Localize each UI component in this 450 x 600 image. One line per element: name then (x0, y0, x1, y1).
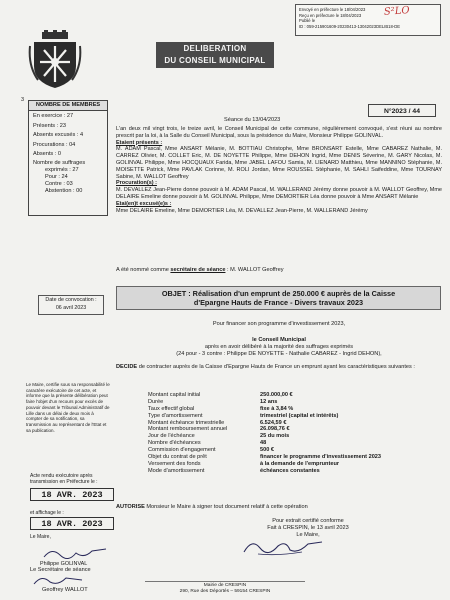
loan-value: à la demande de l'emprunteur (260, 460, 340, 467)
council-line-2: après en avoir délibéré à la majorité des suffrages exprimés (204, 344, 354, 350)
convocation-box (38, 295, 104, 315)
secretaire-line (116, 267, 284, 274)
loan-value: 12 ans (260, 398, 278, 405)
objet-line-2: d'Epargne Hauts de France - Divers travaux 2023 (193, 298, 364, 307)
loan-row (148, 454, 438, 461)
loan-key: Montant remboursement annuel (148, 426, 228, 433)
loan-row (148, 433, 438, 440)
members-box (28, 100, 108, 216)
objet-label: OBJET : (161, 289, 191, 298)
affichage-label: et affichage le : (30, 510, 64, 516)
handwritten-note: S²LO (383, 5, 411, 18)
loan-key: Nombre d'échéances (148, 440, 201, 447)
loan-key: Montant capital initial (148, 392, 201, 398)
loan-key: Montant échéance trimestrielle (148, 419, 225, 426)
loan-value: 6.524,59 € (260, 419, 287, 426)
loan-row (148, 399, 438, 406)
loan-row (148, 468, 438, 475)
members-presents: Présents : 23 (33, 122, 66, 129)
transmission-text: Acte rendu exécutoire après transmission en Préfecture le : (30, 473, 98, 486)
deliberation-body (116, 126, 442, 214)
members-pour: Pour : 24 (45, 174, 68, 181)
autorise-label: AUTORISE (116, 504, 145, 510)
certif-line-1: Pour extrait certifié conforme (272, 518, 344, 524)
members-suffrages: Nombre de suffrages (33, 160, 86, 167)
loan-row (148, 440, 438, 447)
title-line-1: DELIBERATION (183, 44, 247, 53)
footer-line-2: 290, Rue des Déportés – 59154 CRESPIN (179, 589, 271, 594)
autorise-paragraph (116, 504, 442, 511)
page-mark: 3 (21, 97, 25, 103)
loan-key: Commission d'engagement (148, 447, 216, 454)
members-exercice: En exercice : 27 (33, 113, 74, 120)
members-contre: Contre : 03 (45, 181, 73, 188)
seance-date: Séance du 13/04/2023 (224, 117, 281, 123)
loan-row (148, 461, 438, 468)
secretaire-prefix: A été nommé comme (116, 267, 169, 273)
certif-line-3: Le Maire, (296, 532, 320, 538)
secretaire-label: secrétaire de séance (170, 267, 226, 273)
document-title (156, 42, 274, 68)
secretaire-signature-label: Le Secrétaire de séance (30, 567, 91, 573)
loan-row (148, 426, 438, 433)
loan-value: fixe à 3,84 % (260, 405, 294, 412)
transmission-block (30, 473, 116, 501)
footer (0, 583, 450, 595)
footer-line-1: Mairie de CRESPIN (203, 583, 247, 588)
loan-value: 26.098,76 € (260, 426, 290, 433)
members-absents: Absents : 0 (33, 150, 61, 157)
financing-intro: Pour financer son programme d'investissement 2023, (212, 321, 346, 327)
members-exprimes: exprimés : 27 (45, 167, 79, 174)
legal-side-note: Le Maire, certifie sous sa responsabilité le caractère exécutoire de cet acte, et informe que la présente délibération peut faire l'objet d'un recours pour excès de pouvoir devant le Tribunal Administratif de Lille dans un délai de deux mois à compter de sa notification, sa transmission au représentant de l'Etat et sa publication. (26, 382, 110, 433)
loan-key: Versement des fonds (148, 460, 201, 467)
stamp-line-4: ID : 059-215901609-20230413-13042023DELIB18-DE (299, 24, 401, 30)
objet-box (116, 286, 441, 310)
presents-list: M. ADAM Pascal, Mme ANSART Mélanie, M. BOTTIAU Christophe, Mme BRONSART Estelle, Mme CABAREZ Nathalie, M. CARREZ Olivier, M. COLLET Eric, M. DE NOYETTE Philippe, Mme DEHON Ingrid, Mme DENIS Séverine, M. GARY Nicolas, M. GOLINVAL Philippe, Mme HOCQUAUX Farida, Mme JABEL LAFOU Samia, M. LIENARD Matthieu, Mme MANNINO Stéphanie, M. MOISETTE Patrick, Mme PAVLAK Corinne, M. ROLI Jordan, Mme ROUSSEL Stéphanie, M. SAHLI Saifeddine, Mme TOURNAY Sabine, M. WALLOT Geoffrey (116, 146, 442, 180)
loan-row (148, 413, 438, 420)
members-abstention: Abstention : 00 (45, 188, 83, 195)
council-label: le Conseil Municipal (252, 337, 306, 343)
loan-key: Mode d'amortissement (148, 467, 205, 474)
loan-table (148, 392, 438, 475)
loan-key: Taux effectif global (148, 405, 195, 412)
convocation-date: 06 avril 2023 (55, 304, 87, 311)
procurations-list: M. DEVALLEZ Jean-Pierre donne pouvoir à M. ADAM Pascal, M. WALLERAND Jérémy donne pouvoir à M. WALLOT Geoffrey, Mme DELAIRE Emeline donne pouvoir à M. GOLINVAL Philippe, Mme DEMORTIER Léa donne pouvoir à Mme ANSART Mélanie (116, 187, 442, 200)
decide-paragraph (116, 364, 442, 371)
objet-line-1: Réalisation d'un emprunt de 250.000 € auprès de la Caisse (192, 289, 396, 298)
autorise-text: Monsieur le Maire à signer tout document relatif à cette opération (146, 504, 308, 510)
secretaire-name: : M. WALLOT Geoffrey (227, 267, 284, 273)
affichage-date-stamp: 18 AVR. 2023 (30, 517, 114, 530)
transmission-date-stamp: 18 AVR. 2023 (30, 488, 114, 501)
council-decision (116, 337, 442, 358)
procurations-label: Procuration(s) : (116, 180, 157, 187)
loan-row (148, 447, 438, 454)
footer-divider (145, 581, 305, 582)
council-line-3: (24 pour - 3 contre : Philippe DE NOYETTE - Nathalie CABAREZ - Ingrid DEHON), (176, 351, 382, 357)
loan-value: trimestriel (capital et intérêts) (260, 412, 339, 419)
mayor-signature (238, 536, 328, 558)
certif-line-2: Fait à CRESPIN, le 13 avril 2023 (267, 525, 349, 531)
presents-label: Etaient présents : (116, 139, 163, 146)
stamp-line-2: Reçu en préfecture le 18/04/2023 (299, 12, 362, 18)
loan-key: Jour de l'échéance (148, 433, 195, 440)
loan-row (148, 406, 438, 413)
maire-label: Le Maire, (30, 534, 51, 541)
loan-value: échéances constantes (260, 467, 320, 474)
prefecture-stamp (295, 4, 441, 36)
loan-value: 250.000,00 € (260, 392, 293, 398)
loan-value: 48 (260, 440, 267, 447)
intro-paragraph: L'an deux mil vingt trois, le treize avril, le Conseil Municipal de cette commune, régulièrement convoqué, s'est réuni au nombre prescrit par la loi, à la Salle du Conseil Municipal, sous la présidence du Maire, Monsieur Philippe GOLINVAL. (116, 126, 442, 139)
maire-name: Philippe GOLINVAL (40, 561, 88, 567)
coat-of-arms-logo (28, 30, 82, 90)
loan-value: financer le programme d'investissement 2023 (260, 454, 382, 461)
members-procurations: Procurations : 04 (33, 141, 76, 148)
stamp-line-3: Publié le (299, 18, 316, 24)
excuses-list: Mme DELAIRE Emeline, Mme DEMORTIER Léa, M. DEVALLEZ Jean-Pierre, M. WALLERAND Jérémy (116, 207, 368, 214)
title-line-2: DU CONSEIL MUNICIPAL (164, 56, 266, 65)
loan-value: 25 du mois (260, 433, 290, 440)
decide-text: de contracter auprès de la Caisse d'Epargne Hauts de France un emprunt ayant les caractéristiques suivantes : (138, 364, 415, 370)
secretaire-name-signature: Geoffrey WALLOT (42, 587, 88, 593)
loan-key: Objet du contrat de prêt (148, 454, 207, 461)
members-excuses: Absents excusés : 4 (33, 132, 84, 139)
loan-key: Durée (148, 398, 164, 405)
stamp-line-1: Envoyé en préfecture le 18/04/2023 (299, 7, 366, 12)
excuses-label: Etai(en)t excusé(e)s : (116, 200, 172, 207)
deliberation-number: N°2023 / 44 (368, 104, 436, 117)
affichage-block (30, 510, 116, 540)
loan-row (148, 392, 438, 399)
loan-key: Type d'amortissement (148, 412, 203, 419)
loan-row (148, 420, 438, 427)
decide-label: DECIDE (116, 364, 138, 370)
loan-value: 500 € (260, 447, 274, 454)
convocation-label: Date de convocation : (45, 297, 97, 303)
members-title: NOMBRE DE MEMBRES (29, 101, 107, 111)
